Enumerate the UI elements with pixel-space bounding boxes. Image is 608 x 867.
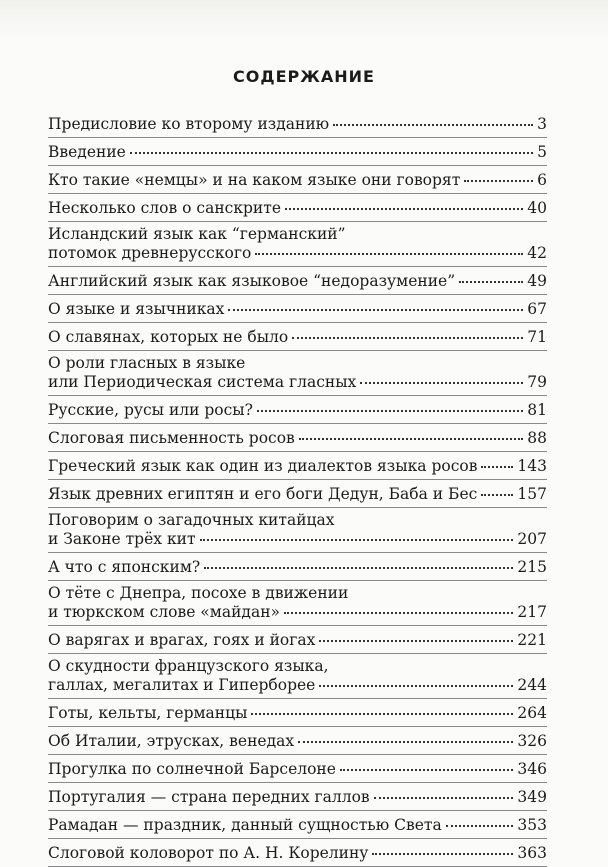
toc-page-number: 67 <box>527 300 547 318</box>
toc-entry-title: О славянах, которых не было <box>48 328 289 346</box>
dot-leader <box>284 612 513 614</box>
dot-leader <box>459 281 523 283</box>
toc-entry-title: или Периодическая система гласных <box>48 373 357 391</box>
page-top-shadow <box>0 0 608 40</box>
dot-leader <box>372 853 513 855</box>
toc-entry-title: Португалия — страна передних галлов <box>48 788 370 806</box>
toc-page-number: 264 <box>517 704 547 722</box>
toc-entry[interactable] <box>48 581 547 626</box>
toc-entry[interactable] <box>48 110 547 138</box>
toc-page-number: 42 <box>527 244 547 262</box>
toc-entry-title: Готы, кельты, германцы <box>48 704 248 722</box>
dot-leader <box>340 769 513 771</box>
toc-entry-title: Несколько слов о санскрите <box>48 199 282 217</box>
toc-entry[interactable] <box>48 553 547 581</box>
toc-page-number: 221 <box>517 631 547 649</box>
toc-entry-title: Предисловие ко второму изданию <box>48 115 330 133</box>
contents-heading: СОДЕРЖАНИЕ <box>233 67 375 86</box>
toc-entry-title: Язык древних египтян и его боги Дедун, Баба и Бес <box>48 485 478 503</box>
toc-entry-title-line: О тёте с Днепра, посохе в движении <box>48 584 349 602</box>
dot-leader <box>481 466 513 468</box>
toc-page-number: 346 <box>517 760 547 778</box>
dot-leader <box>257 410 523 412</box>
toc-page-number: 88 <box>527 429 547 447</box>
toc-page-number: 157 <box>517 485 547 503</box>
toc-entry-title: А что с японским? <box>48 558 201 576</box>
toc-entry[interactable] <box>48 654 547 699</box>
toc-entry-title-line: О скудности французского языка, <box>48 657 329 675</box>
toc-page-number: 217 <box>517 603 547 621</box>
toc-page-number: 363 <box>517 844 547 862</box>
dot-leader <box>204 567 513 569</box>
toc-entry-title-line: Поговорим о загадочных китайцах <box>48 511 335 529</box>
toc-page-number: 6 <box>537 171 547 189</box>
toc-page-number: 215 <box>517 558 547 576</box>
dot-leader <box>333 124 533 126</box>
toc-entry-title-line: О роли гласных в языке <box>48 354 246 372</box>
toc-entry-title: Греческий язык как один из диалектов языка росов <box>48 457 478 475</box>
dot-leader <box>255 253 523 255</box>
toc-entry[interactable] <box>48 138 547 166</box>
toc-entry[interactable] <box>48 267 547 295</box>
toc-entry[interactable] <box>48 755 547 783</box>
toc-entry[interactable] <box>48 424 547 452</box>
toc-entry[interactable] <box>48 166 547 194</box>
toc-entry-title: О варягах и врагах, гоях и йогах <box>48 631 316 649</box>
toc-page-number: 349 <box>517 788 547 806</box>
toc-page-number: 81 <box>527 401 547 419</box>
toc-entry-title: потомок древнерусского <box>48 244 252 262</box>
dot-leader <box>446 825 514 827</box>
toc-entry-title: Прогулка по солнечной Барселоне <box>48 760 336 778</box>
toc-entry[interactable] <box>48 480 547 508</box>
toc-entry[interactable] <box>48 452 547 480</box>
toc-entry-title: Об Италии, этрусках, венедах <box>48 732 295 750</box>
dot-leader <box>292 337 523 339</box>
toc-entry[interactable] <box>48 194 547 222</box>
toc-entry-title: Слоговая письменность росов <box>48 429 295 447</box>
toc-entry-title: галлах, мегалитах и Гиперборее <box>48 676 316 694</box>
toc-entry[interactable] <box>48 222 547 267</box>
dot-leader <box>251 713 513 715</box>
toc-entry[interactable] <box>48 626 547 654</box>
table-of-contents <box>48 110 547 867</box>
toc-page-number: 3 <box>537 115 547 133</box>
toc-page-number: 79 <box>527 373 547 391</box>
toc-entry[interactable] <box>48 351 547 396</box>
dot-leader <box>481 494 513 496</box>
toc-page-number: 49 <box>527 272 547 290</box>
dot-leader <box>130 152 533 154</box>
toc-entry-title: Кто такие «немцы» и на каком языке они говорят <box>48 171 461 189</box>
toc-entry-title: Слоговой коловорот по А. Н. Корелину <box>48 844 369 862</box>
toc-entry[interactable] <box>48 396 547 424</box>
toc-entry-title: Введение <box>48 143 126 161</box>
toc-entry-title: Русские, русы или росы? <box>48 401 253 419</box>
toc-entry[interactable] <box>48 323 547 351</box>
toc-entry-title: Английский язык как языковое “недоразумение” <box>48 272 456 290</box>
dot-leader <box>464 180 533 182</box>
toc-page-number: 71 <box>527 328 547 346</box>
dot-leader <box>228 309 523 311</box>
dot-leader <box>319 640 513 642</box>
dot-leader <box>299 438 523 440</box>
toc-entry[interactable] <box>48 811 547 839</box>
dot-leader <box>285 208 523 210</box>
toc-entry[interactable] <box>48 508 547 553</box>
toc-entry-title-line: Исландский язык как “германский” <box>48 225 346 243</box>
toc-entry-title: и тюркском слове «майдан» <box>48 603 281 621</box>
toc-page-number: 326 <box>517 732 547 750</box>
toc-page-number: 5 <box>537 143 547 161</box>
toc-page-number: 353 <box>517 816 547 834</box>
dot-leader <box>319 685 513 687</box>
toc-entry[interactable] <box>48 839 547 867</box>
toc-page-number: 244 <box>517 676 547 694</box>
dot-leader <box>200 539 514 541</box>
toc-entry-title: и Законе трёх кит <box>48 530 196 548</box>
toc-page-number: 143 <box>517 457 547 475</box>
toc-entry[interactable] <box>48 783 547 811</box>
toc-entry[interactable] <box>48 727 547 755</box>
toc-entry-title: Рамадан — праздник, данный сущностью Света <box>48 816 442 834</box>
toc-page-number: 40 <box>527 199 547 217</box>
dot-leader <box>374 797 514 799</box>
toc-entry[interactable] <box>48 699 547 727</box>
toc-page-number: 207 <box>517 530 547 548</box>
dot-leader <box>298 741 513 743</box>
dot-leader <box>360 382 523 384</box>
toc-entry-title: О языке и язычниках <box>48 300 225 318</box>
toc-entry[interactable] <box>48 295 547 323</box>
